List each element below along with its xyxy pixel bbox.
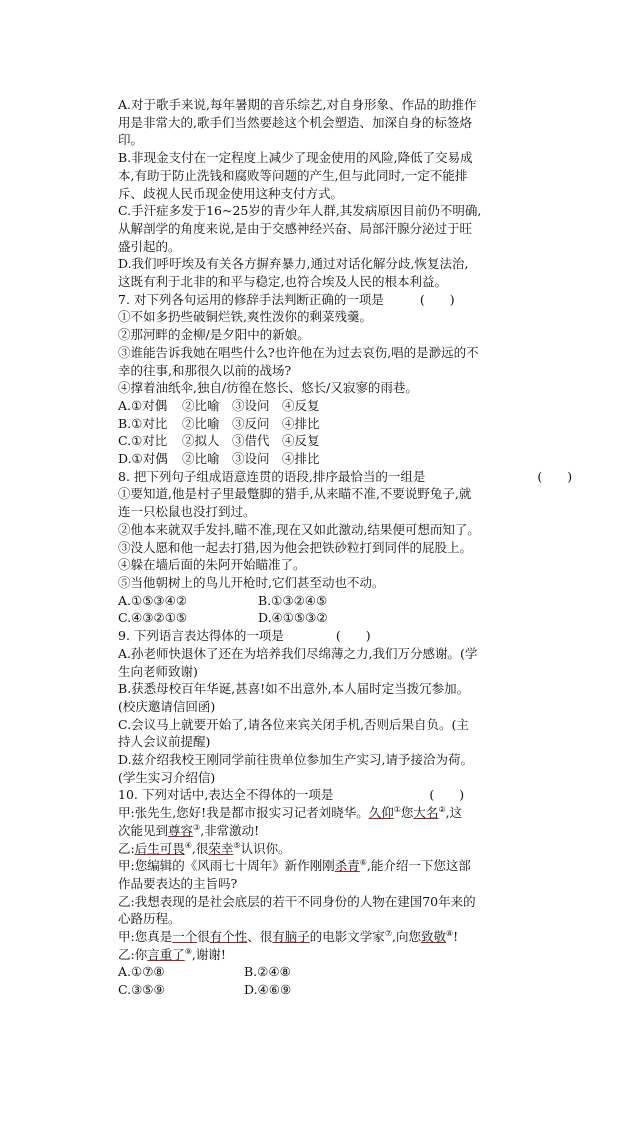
sentence: ②他本来就双手发抖,瞄不准,现在又如此激动,结果便可想而知了。 <box>118 521 480 537</box>
text-line: 印。 <box>118 132 144 148</box>
option-cell: ③借代 <box>232 433 270 449</box>
option-cell: B.①③②④⑤ <box>258 592 328 608</box>
text: ! <box>453 929 459 945</box>
option-row <box>118 450 608 468</box>
option-row <box>118 415 608 433</box>
sentence: 连一只松鼠也没打到过。 <box>118 504 256 520</box>
text-line: 用是非常大的,歌手们当然要趁这个机会塑造、加深自身的标签烙 <box>118 114 472 130</box>
text: 您 <box>400 805 414 821</box>
q6-option-c <box>118 202 608 255</box>
text: ,向您 <box>391 929 421 945</box>
answer-blank: ( ) <box>335 628 371 644</box>
option-cell: ③反问 <box>232 415 270 431</box>
text: 、很 <box>247 929 273 945</box>
underlined-word: 有脑子 <box>272 929 310 945</box>
question-stem <box>118 468 608 486</box>
option-line: C.会议马上就要开始了,请各位来宾关闭手机,否则后果自负。(主 <box>118 716 469 732</box>
text: 甲:张先生,您好!我是都市报实习记者刘晓华。 <box>118 805 369 821</box>
text-line: C.手汗症多发于16~25岁的青少年人群,其发病原因目前仍不明确, <box>118 203 482 219</box>
option-line: A.孙老师快退休了还在为培养我们尽绵薄之力,我们万分感谢。(学 <box>118 645 478 661</box>
text: ,谢谢! <box>191 946 226 962</box>
option-cell: ②比喻 <box>182 451 220 467</box>
q6-option-a <box>118 96 608 149</box>
exam-page <box>118 96 608 999</box>
option-cell: ④排比 <box>282 415 320 431</box>
text-line: 这既有利于北非的和平与稳定,也符合埃及人民的根本利益。 <box>118 274 447 290</box>
option-line: D.兹介绍我校王刚同学前往贵单位参加生产实习,请予接洽为荷。 <box>118 752 474 768</box>
text: 甲:您编辑的《风雨七十周年》新作刚刚 <box>118 858 335 874</box>
dialogue-line: 心路历程。 <box>118 911 181 927</box>
sentence: ③没人愿和他一起去打猎,因为他会把铁砂粒打到同伴的屁股上。 <box>118 539 472 555</box>
answer-blank: ( ) <box>429 787 465 803</box>
text: ,这 <box>445 805 463 821</box>
option-cell: D.④⑥⑨ <box>244 982 292 998</box>
underlined-word: 尊容 <box>168 822 194 838</box>
stem-text: 10. 下列对话中,表达全不得体的一项是 <box>118 787 334 803</box>
option-cell: ③设问 <box>232 451 270 467</box>
underlined-word: 后生可畏 <box>134 840 185 856</box>
option-cell: ②比喻 <box>182 415 220 431</box>
stem-text: 9. 下列语言表达得体的一项是 <box>118 628 284 644</box>
text-line: 本,有助于防止洗钱和腐败等问题的产生,但与此同时,一定不能排 <box>118 167 468 183</box>
option-row <box>118 592 608 610</box>
marker: ⑧ <box>445 928 454 938</box>
text: 认识你。 <box>240 840 291 856</box>
dialogue-line <box>118 822 608 840</box>
marker: ⑥ <box>359 858 367 868</box>
underlined-word: 一个 <box>172 929 198 945</box>
option-cell: ④反复 <box>282 433 320 449</box>
marker: ② <box>438 804 446 814</box>
text: 乙: <box>118 840 135 856</box>
option-cell: ④排比 <box>282 451 320 467</box>
question-9 <box>118 627 608 786</box>
text: ,非常激动! <box>200 822 260 838</box>
question-stem <box>118 786 608 804</box>
text-line: D.我们呼吁埃及有关各方摒弃暴力,通过对话化解分歧,恢复法治, <box>118 256 469 272</box>
dialogue-line <box>118 840 608 858</box>
stem-text: 7. 对下列各句运用的修辞手法判断正确的一项是 <box>118 291 384 307</box>
option-cell: B.①对比 <box>118 415 168 431</box>
question-10 <box>118 786 608 998</box>
question-stem <box>118 627 608 645</box>
underlined-word: 荣幸 <box>208 840 234 856</box>
sentence: ②那河畔的金柳/是夕阳中的新娘。 <box>118 327 310 343</box>
option-cell: D.①对偶 <box>118 451 168 467</box>
text-line: 斥、歧视人民币现金使用这种支付方式。 <box>118 185 344 201</box>
underlined-word: 致敬 <box>420 929 446 945</box>
sentence: 幸的往事,和那很久以前的战场? <box>118 362 292 378</box>
option-row <box>118 397 608 415</box>
option-cell: C.④③②①⑤ <box>118 610 188 626</box>
text: 的电影文学家 <box>309 929 385 945</box>
text: ,能介绍一下您这部 <box>366 858 471 874</box>
underlined-word: 久仰 <box>368 805 394 821</box>
option-row <box>118 981 608 999</box>
underlined-word: 杀青 <box>334 858 360 874</box>
text: 甲:您真是 <box>118 929 173 945</box>
option-cell: D.④①⑤③② <box>258 610 328 626</box>
option-cell: C.①对比 <box>118 433 168 449</box>
question-8 <box>118 468 608 627</box>
text-line: B.非现金支付在一定程度上减少了现金使用的风险,降低了交易成 <box>118 150 473 166</box>
question-stem <box>118 291 608 309</box>
q6-option-d <box>118 255 608 290</box>
text: ,很 <box>191 840 209 856</box>
text-line: 盛引起的。 <box>118 238 181 254</box>
dialogue-line: 乙:我想表现的是社会底层的若干不同身份的人物在建国70年来的 <box>118 893 476 909</box>
answer-blank: ( ) <box>537 468 573 484</box>
option-cell: ②比喻 <box>182 397 220 413</box>
marker: ⑨ <box>184 946 192 956</box>
option-line: (学生实习介绍信) <box>118 769 216 785</box>
question-7 <box>118 291 608 468</box>
marker: ① <box>393 804 401 814</box>
dialogue-line <box>118 946 608 964</box>
dialogue-line: 作品要表达的主旨吗? <box>118 875 238 891</box>
sentence: ④躲在墙后面的朱阿开始瞄准了。 <box>118 557 306 573</box>
option-cell: C.③⑤⑨ <box>118 982 165 998</box>
option-row <box>118 609 608 627</box>
sentence: ⑤当他朝树上的鸟儿开枪时,它们甚至动也不动。 <box>118 574 385 590</box>
option-cell: B.②④⑧ <box>244 964 291 980</box>
underlined-word: 有个性 <box>209 929 248 945</box>
marker: ③ <box>193 822 201 832</box>
marker: ⑤ <box>233 840 241 850</box>
underlined-word: 大名 <box>413 805 439 821</box>
option-cell: ③设问 <box>232 397 270 413</box>
text: 乙:你 <box>118 946 148 962</box>
option-cell: A.①⑤③④② <box>118 592 188 608</box>
underlined-word: 言重了 <box>147 946 185 962</box>
option-cell: ②拟人 <box>182 433 220 449</box>
option-line: B.获悉母校百年华诞,甚喜!如不出意外,本人届时定当拨冗参加。 <box>118 681 470 697</box>
option-row <box>118 432 608 450</box>
option-row <box>118 963 608 981</box>
sentence: ④撑着油纸伞,独自/彷徨在悠长、悠长/又寂寥的雨巷。 <box>118 380 418 396</box>
sentence: ①要知道,他是村子里最蹩脚的猎手,从来瞄不准,不要说野兔子,就 <box>118 486 472 502</box>
option-cell: ④反复 <box>282 397 320 413</box>
text: 很 <box>197 929 210 945</box>
option-line: 生向老师致谢) <box>118 663 198 679</box>
marker: ④ <box>184 840 192 850</box>
sentence: ①不如多扔些破铜烂铁,爽性泼你的剩菜残羹。 <box>118 309 372 325</box>
text: 次能见到 <box>118 822 169 838</box>
option-line: (校庆邀请信回函) <box>118 698 216 714</box>
sentence: ③谁能告诉我她在唱些什么?也许他在为过去哀伤,唱的是渺远的不 <box>118 344 479 360</box>
marker: ⑦ <box>384 928 392 938</box>
option-cell: A.①对偶 <box>118 397 168 413</box>
dialogue-line <box>118 857 608 875</box>
dialogue-line <box>118 804 608 822</box>
option-cell: A.①⑦⑧ <box>118 964 165 980</box>
answer-blank: ( ) <box>419 291 455 307</box>
q6-option-b <box>118 149 608 202</box>
option-line: 持人会议前提醒) <box>118 734 211 750</box>
stem-text: 8. 把下列句子组成语意连贯的语段,排序最恰当的一组是 <box>118 468 426 484</box>
text-line: 从解剖学的角度来说,是由于交感神经兴奋、局部汗腺分泌过于旺 <box>118 220 472 236</box>
text-line: A.对于歌手来说,每年暑期的音乐综艺,对自身形象、作品的助推作 <box>118 97 477 112</box>
dialogue-line <box>118 928 608 946</box>
